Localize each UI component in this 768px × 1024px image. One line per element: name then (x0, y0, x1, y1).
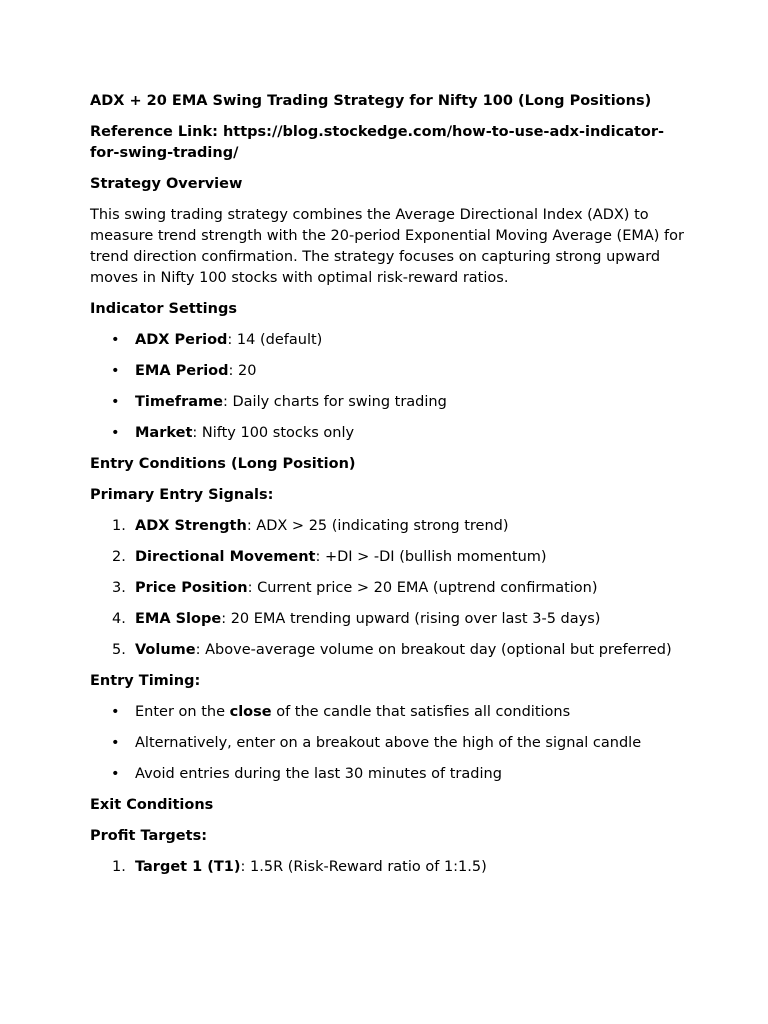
profit-targets-list (90, 857, 685, 878)
overview-heading: Strategy Overview (90, 176, 243, 192)
item-number: 2. (112, 549, 126, 565)
item-label: Timeframe (135, 394, 223, 410)
item-number: 4. (112, 611, 126, 627)
bullet-icon: • (111, 704, 120, 720)
list-item (90, 733, 685, 754)
list-item (90, 609, 685, 630)
list-item (90, 516, 685, 537)
item-text: : +DI > -DI (bullish momentum) (315, 549, 547, 565)
list-item (90, 361, 685, 382)
item-text-post: of the candle that satisfies all conditions (271, 704, 571, 720)
item-text: : 20 (228, 363, 257, 379)
item-label: ADX Strength (135, 518, 247, 534)
item-text: : 1.5R (Risk-Reward ratio of 1:1.5) (240, 859, 487, 875)
entry-conditions-heading: Entry Conditions (Long Position) (90, 456, 356, 472)
item-number: 1. (112, 518, 126, 534)
list-item (90, 547, 685, 568)
item-text: : Current price > 20 EMA (uptrend confirmation) (247, 580, 598, 596)
item-text: : 20 EMA trending upward (rising over last 3-5 days) (221, 611, 601, 627)
item-text: : Daily charts for swing trading (223, 394, 447, 410)
item-text: : Above-average volume on breakout day (optional but preferred) (195, 642, 672, 658)
indicator-settings-list (90, 330, 685, 444)
reference-url[interactable]: https://blog.stockedge.com/how-to-use-adx-indicator-for-swing-trading/ (90, 124, 665, 161)
indicator-settings-heading: Indicator Settings (90, 301, 237, 317)
item-label: Volume (135, 642, 196, 658)
item-label: Market (135, 425, 193, 441)
item-text-bold: close (229, 704, 272, 720)
item-text: : ADX > 25 (indicating strong trend) (246, 518, 509, 534)
bullet-icon: • (111, 766, 120, 782)
item-number: 3. (112, 580, 126, 596)
item-text: : Nifty 100 stocks only (192, 425, 355, 441)
item-label: EMA Slope (135, 611, 222, 627)
reference-label: Reference Link: (90, 124, 218, 140)
item-label: Price Position (135, 580, 248, 596)
item-label: EMA Period (135, 363, 229, 379)
item-label: ADX Period (135, 332, 228, 348)
list-item (90, 702, 685, 723)
primary-entry-heading: Primary Entry Signals: (90, 487, 274, 503)
list-item (90, 640, 685, 661)
document-page (90, 91, 685, 888)
entry-timing-heading: Entry Timing: (90, 673, 201, 689)
list-item (90, 764, 685, 785)
list-item (90, 330, 685, 351)
primary-entry-list (90, 516, 685, 661)
item-number: 1. (112, 859, 126, 875)
bullet-icon: • (111, 425, 120, 441)
bullet-icon: • (111, 363, 120, 379)
entry-timing-list (90, 702, 685, 785)
bullet-icon: • (111, 332, 120, 348)
item-label: Target 1 (T1) (135, 859, 241, 875)
item-text: : 14 (default) (227, 332, 323, 348)
document-title: ADX + 20 EMA Swing Trading Strategy for Nifty 100 (Long Positions) (90, 93, 652, 109)
list-item (90, 857, 685, 878)
item-text-pre: Enter on the (135, 704, 230, 720)
profit-targets-heading: Profit Targets: (90, 828, 207, 844)
item-number: 5. (112, 642, 126, 658)
list-item (90, 423, 685, 444)
list-item (90, 578, 685, 599)
reference-link (90, 122, 685, 164)
item-text-pre: Avoid entries during the last 30 minutes of trading (135, 766, 502, 782)
bullet-icon: • (111, 735, 120, 751)
item-label: Directional Movement (135, 549, 316, 565)
item-text-pre: Alternatively, enter on a breakout above the high of the signal candle (135, 735, 642, 751)
list-item (90, 392, 685, 413)
exit-conditions-heading: Exit Conditions (90, 797, 214, 813)
bullet-icon: • (111, 394, 120, 410)
overview-paragraph: This swing trading strategy combines the Average Directional Index (ADX) to measure trend strength with the 20-period Exponential Moving Average (EMA) for trend direction confirmation. The strategy focuses on capturing strong upward moves in Nifty 100 stocks with optimal risk-reward ratios. (90, 207, 684, 286)
